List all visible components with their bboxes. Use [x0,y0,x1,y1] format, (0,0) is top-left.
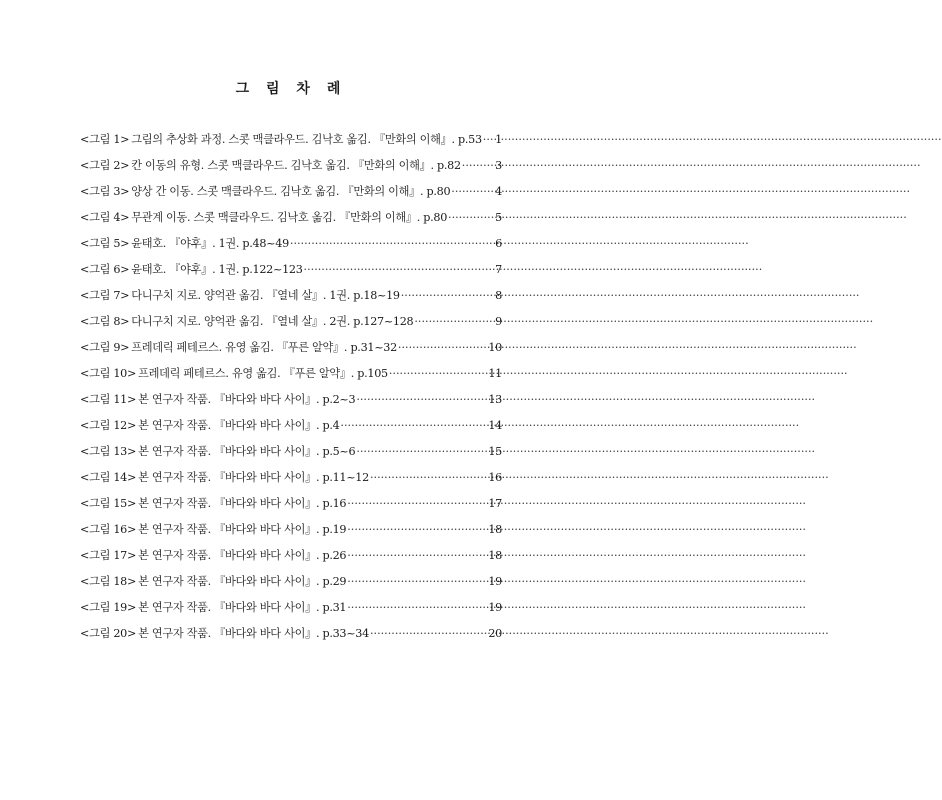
toc-entry [80,521,502,547]
figure-caption: 본 연구자 작품. 『바다와 바다 사이』. p.31 [138,601,347,614]
page-number: 19 [488,575,502,588]
toc-entry [80,573,502,599]
figure-caption: 본 연구자 작품. 『바다와 바다 사이』. p.5~6 [138,445,356,458]
page-number: 17 [488,497,502,510]
page-number: 3 [495,159,502,172]
figure-caption: 다니구치 지로. 양억관 옮김. 『열네 살』. 1권. p.18~19 [131,289,400,302]
toc-entry [80,261,502,287]
dot-leader [398,341,487,354]
figure-caption: 본 연구자 작품. 『바다와 바다 사이』. p.4 [138,419,340,432]
page-number: 20 [488,627,502,640]
toc-entry [80,183,502,209]
toc-entry [80,495,502,521]
page-number: 5 [495,211,502,224]
figure-caption: 본 연구자 작품. 『바다와 바다 사이』. p.16 [138,497,347,510]
figure-caption: 윤태호. 『야후』. 1권. p.122~123 [131,263,303,276]
page-number: 4 [495,185,502,198]
figure-caption: 무관계 이동. 스콧 맥클라우드. 김낙호 옮김. 『만화의 이해』. p.80 [131,211,448,224]
figure-caption: 프레데릭 페테르스. 유영 옮김. 『푸른 알약』. p.31~32 [131,341,397,354]
figure-caption: 본 연구자 작품. 『바다와 바다 사이』. p.29 [138,575,347,588]
dot-leader [401,289,494,302]
figure-caption: 칸 이동의 유형. 스콧 맥클라우드. 김낙호 옮김. 『만화의 이해』. p.82 [131,159,461,172]
dot-leader [370,471,487,484]
figure-caption: 본 연구자 작품. 『바다와 바다 사이』. p.33~34 [138,627,369,640]
page-number: 6 [495,237,502,250]
dot-leader [483,133,494,146]
figure-number: <그림 17> [80,549,137,562]
page-number: 18 [488,549,502,562]
toc-entry [80,599,502,625]
figure-number: <그림 20> [80,627,137,640]
dot-leader [462,159,494,172]
figure-number: <그림 16> [80,523,137,536]
figure-caption: 본 연구자 작품. 『바다와 바다 사이』. p.2~3 [138,393,356,406]
page-number: 18 [488,523,502,536]
dot-leader [370,627,487,640]
figure-number: <그림 10> [80,367,137,380]
dot-leader [347,601,487,614]
dot-leader [304,263,495,276]
page-number: 11 [488,367,502,380]
toc-entry [80,339,502,365]
figure-caption: 그림의 추상화 과정. 스콧 맥클라우드. 김낙호 옮김. 『만화의 이해』. p.53 [131,133,482,146]
toc-entry [80,547,502,573]
figure-number: <그림 12> [80,419,137,432]
dot-leader [347,549,487,562]
toc-entry [80,131,502,157]
dot-leader [347,523,487,536]
figure-caption: 본 연구자 작품. 『바다와 바다 사이』. p.11~12 [138,471,369,484]
page-number: 1 [495,133,502,146]
page-number: 15 [488,445,502,458]
figure-number: <그림 8> [80,315,130,328]
page-number: 14 [488,419,502,432]
toc-entry [80,417,502,443]
figure-caption: 본 연구자 작품. 『바다와 바다 사이』. p.19 [138,523,347,536]
page-number: 10 [488,341,502,354]
figure-caption: 윤태호. 『야후』. 1권. p.48~49 [131,237,289,250]
toc-entry [80,469,502,495]
figure-number: <그림 3> [80,185,130,198]
toc-entry [80,365,502,391]
page-number: 7 [495,263,502,276]
toc-entry [80,157,502,183]
dot-leader [356,393,487,406]
toc-entry [80,209,502,235]
figure-number: <그림 9> [80,341,130,354]
figure-number: <그림 15> [80,497,137,510]
figure-number: <그림 18> [80,575,137,588]
toc-entry [80,391,502,417]
figure-number: <그림 14> [80,471,137,484]
page-number: 19 [488,601,502,614]
toc-entry [80,287,502,313]
page-number: 9 [495,315,502,328]
figure-number: <그림 4> [80,211,130,224]
toc-entry [80,443,502,469]
page-number: 8 [495,289,502,302]
dot-leader [389,367,488,380]
dot-leader [290,237,494,250]
toc-entry [80,313,502,339]
dot-leader [356,445,487,458]
page-number: 13 [488,393,502,406]
figure-caption: 프레데릭 페테르스. 유영 옮김. 『푸른 알약』. p.105 [138,367,388,380]
dot-leader [347,575,487,588]
dot-leader [340,419,487,432]
dot-leader [414,315,494,328]
figure-number: <그림 1> [80,133,130,146]
figure-caption: 다니구치 지로. 양억관 옮김. 『열네 살』. 2권. p.127~128 [131,315,414,328]
figure-number: <그림 7> [80,289,130,302]
toc-entry [80,235,502,261]
dot-leader [448,211,494,224]
figure-number: <그림 19> [80,601,137,614]
figure-number: <그림 2> [80,159,130,172]
toc-entry [80,625,502,651]
figure-list [80,131,502,651]
figure-caption: 양상 간 이동. 스콧 맥클라우드. 김낙호 옮김. 『만화의 이해』. p.80 [131,185,451,198]
figure-number: <그림 13> [80,445,137,458]
page-title: 그 림 차 례 [235,81,347,97]
page-number: 16 [488,471,502,484]
dot-leader [451,185,494,198]
figure-number: <그림 11> [80,393,137,406]
figure-number: <그림 5> [80,237,130,250]
figure-number: <그림 6> [80,263,130,276]
dot-leader [347,497,487,510]
figure-caption: 본 연구자 작품. 『바다와 바다 사이』. p.26 [138,549,347,562]
